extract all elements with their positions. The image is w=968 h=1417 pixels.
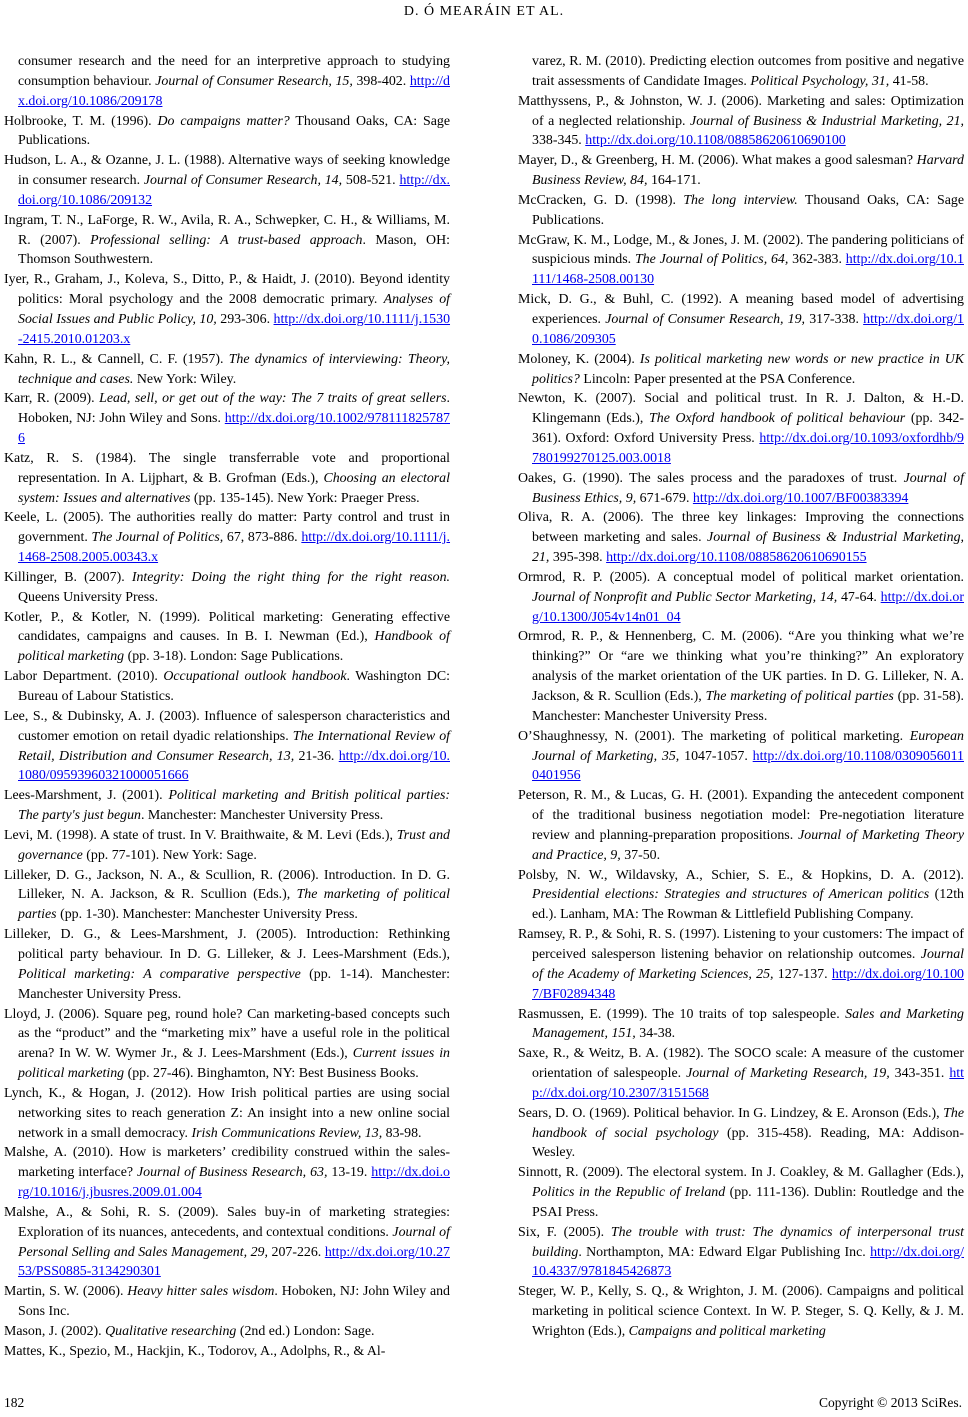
- reference-text: Peterson, R. M., & Lucas, G. H. (2001). Expanding the antecedent component of the traditional business negotiation model: Pre-negotiation literature review and planning-preparation propositions.: [518, 788, 964, 843]
- reference-tail: . Manchester: Manchester University Press.: [140, 808, 384, 824]
- reference-italic: Is political marketing new words or new practice in UK politics?: [532, 351, 965, 387]
- reference-entry: [518, 1223, 964, 1283]
- reference-tail: 343-351.: [889, 1066, 950, 1082]
- reference-italic: Politics in the Republic of Ireland: [532, 1185, 726, 1201]
- reference-text: Labor Department. (2010).: [4, 669, 164, 685]
- reference-tail: 127-137.: [773, 966, 832, 982]
- doi-link[interactable]: http://dx.doi.org/10.1300/J054v14n01_04: [532, 589, 965, 625]
- reference-italic: Occupational outlook handbook: [163, 669, 347, 685]
- reference-entry: [4, 350, 450, 390]
- reference-entry: [4, 1203, 450, 1282]
- reference-italic: Presidential elections: Strategies and structures of American politics: [532, 887, 930, 903]
- reference-entry: [4, 1282, 450, 1322]
- reference-text: Oliva, R. A. (2006). The three key linkages: Improving the connections between marketing and sales.: [518, 510, 964, 546]
- reference-entry: [4, 707, 450, 786]
- reference-entry: [4, 1143, 450, 1203]
- doi-link[interactable]: http://dx.doi.org/10.2307/3151568: [532, 1066, 964, 1101]
- reference-italic: The long interview.: [683, 192, 798, 208]
- reference-entry: [4, 508, 450, 568]
- reference-tail: 67, 873-886.: [223, 530, 302, 546]
- reference-entry: [518, 508, 964, 568]
- reference-tail: 47-64.: [837, 589, 881, 605]
- reference-tail: . Northampton, MA: Edward Elgar Publishing Inc.: [578, 1244, 871, 1260]
- reference-italic: Journal of Marketing Research, 19,: [686, 1066, 890, 1082]
- reference-tail: (pp. 111-136). Dublin: Routledge and the PSAI Press.: [532, 1185, 964, 1220]
- reference-italic: Handbook of political marketing: [18, 629, 450, 665]
- reference-text: Steger, W. P., Kelly, S. Q., & Wrighton, J. M. (2006). Campaigns and political marketing in political science Context. In W. P. Steger, S. Q. Kelly, & J. M. Wrighton (Eds.),: [518, 1284, 964, 1339]
- reference-tail: . Hoboken, NJ: John Wiley and Sons.: [18, 391, 451, 427]
- reference-italic: Professional selling: A trust-based approach: [90, 232, 363, 248]
- reference-text: Malshe, A. (2010). How is marketers’ credibility construed within the sales-marketing interface?: [4, 1145, 450, 1181]
- reference-italic: Journal of Consumer Research, 15,: [155, 73, 353, 89]
- reference-italic: The marketing of political parties: [705, 689, 894, 704]
- doi-link[interactable]: http://dx.doi.org/10.1108/03090560110401956: [532, 748, 964, 784]
- doi-link[interactable]: http://dx.doi.org/10.1016/j.jbusres.2009.01.004: [18, 1165, 450, 1201]
- reference-text: Lee, S., & Dubinsky, A. J. (2003). Influence of salesperson characteristics and customer emotion on retail dyadic relationships.: [4, 708, 450, 744]
- reference-text: Mattes, K., Spezio, M., Hackjin, K., Todorov, A., Adolphs, R., & Al-: [4, 1343, 386, 1359]
- reference-tail: 508-521.: [342, 173, 400, 189]
- reference-entry: [518, 866, 964, 926]
- reference-italic: Journal of the Academy of Marketing Sciences, 25,: [532, 946, 964, 982]
- reference-entry: [518, 52, 964, 92]
- reference-entry: [4, 866, 450, 926]
- reference-text: Lynch, K., & Hogan, J. (2012). How Irish political parties are using social networking sites to reach generation Z: An insight into a new online social network in a small democracy.: [4, 1085, 450, 1141]
- reference-tail: 1047-1057.: [679, 748, 753, 764]
- doi-link[interactable]: http://dx.doi.org/10.1086/209178: [18, 73, 450, 109]
- reference-entry: [518, 1282, 964, 1342]
- reference-tail: 37-50.: [620, 847, 661, 863]
- reference-text: Sears, D. O. (1969). Political behavior. In G. Lindzey, & E. Aronson (Eds.),: [518, 1105, 944, 1121]
- reference-text: Saxe, R., & Weitz, B. A. (1982). The SOCO scale: A measure of the customer orientation of salespeople.: [518, 1046, 964, 1082]
- reference-text: Six, F. (2005).: [518, 1224, 611, 1240]
- reference-tail: 293-306.: [216, 311, 274, 327]
- reference-text: Lloyd, J. (2006). Square peg, round hole? Can marketing-based concepts such as the “product” and the “marketing mix” have a useful role in the political arena? In W. W. Wymer Jr., & J. Lees-Marshment (Eds.),: [4, 1006, 450, 1062]
- reference-tail: 164-171.: [647, 173, 701, 189]
- reference-tail: . Washington DC: Bureau of Labour Statistics.: [18, 669, 450, 704]
- reference-italic: Journal of Consumer Research, 14,: [143, 173, 343, 189]
- reference-italic: The Journal of Politics, 64,: [634, 252, 789, 268]
- reference-italic: European Journal of Marketing, 35,: [532, 728, 964, 764]
- reference-entry: [4, 925, 450, 1004]
- copyright-notice: Copyright © 2013 SciRes.: [818, 1395, 962, 1410]
- reference-tail: Lincoln: Paper presented at the PSA Conference.: [579, 371, 856, 387]
- reference-italic: Lead, sell, or get out of the way: The 7 traits of great sellers: [99, 391, 447, 407]
- reference-italic: Journal of Business Ethics, 9,: [532, 470, 964, 506]
- reference-text: Ormrod, R. P., & Hennenberg, C. M. (2006). “Are you thinking what we’re thinking?” Or “are we thinking what you’re thinking?” An exploratory analysis of the market orientation of the UK parties. In D. G. Lilleker, N. A. Jackson, & R. Scullion (Eds.),: [518, 629, 964, 704]
- reference-entry: [4, 389, 450, 449]
- reference-entry: [518, 786, 964, 865]
- reference-text: Rasmussen, E. (1999). The 10 traits of top salespeople.: [518, 1006, 846, 1022]
- reference-entry: [4, 826, 450, 866]
- reference-text: Polsby, N. W., Wildavsky, A., Schier, S. E., & Hopkins, D. A. (2012).: [518, 867, 964, 883]
- reference-tail: (12th ed.). Lanham, MA: The Rowman & Littlefield Publishing Company.: [532, 887, 964, 923]
- doi-link[interactable]: http://dx.doi.org/10.1007/BF00383394: [692, 490, 909, 506]
- reference-entry: [518, 151, 964, 191]
- reference-italic: The handbook of social psychology: [532, 1105, 964, 1141]
- reference-entry: [518, 1005, 964, 1045]
- reference-italic: Irish Communications Review, 13,: [191, 1125, 383, 1141]
- reference-italic: Do campaigns matter?: [157, 113, 290, 129]
- reference-tail: (pp. 1-14). Manchester: Manchester University Press.: [18, 966, 451, 1002]
- reference-text: McGraw, K. M., Lodge, M., & Jones, J. M. (2002). The pandering politicians of suspicious minds.: [518, 232, 964, 268]
- doi-link[interactable]: http://dx.doi.org/10.1086/209132: [18, 173, 450, 208]
- reference-entry: [518, 191, 964, 231]
- reference-text: Levi, M. (1998). A state of trust. In V. Braithwaite, & M. Levi (Eds.),: [4, 827, 397, 843]
- reference-tail: . Mason, OH: Thomson Southwestern.: [18, 232, 450, 268]
- reference-text: Ormrod, R. P. (2005). A conceptual model of political market orientation.: [518, 569, 964, 585]
- reference-tail: (pp. 135-145). New York: Praeger Press.: [190, 490, 420, 506]
- reference-text: Keele, L. (2005). The authorities really do matter: Party control and trust in government.: [4, 510, 450, 546]
- doi-link[interactable]: http://dx.doi.org/10.1111/1468-2508.00130: [532, 252, 964, 288]
- reference-text: Oakes, G. (1990). The sales process and the paradoxes of trust.: [518, 470, 904, 486]
- reference-text: Ramsey, R. P., & Sohi, R. S. (1997). Listening to your customers: The impact of perceived salesperson listening behavior on relationship outcomes.: [518, 927, 964, 962]
- reference-text: Mick, D. G., & Buhl, C. (1992). A meaning based model of advertising experiences.: [518, 292, 964, 327]
- reference-italic: Integrity: Doing the right thing for the right reason.: [131, 569, 450, 585]
- reference-tail: (pp. 27-46). Binghamton, NY: Best Business Books.: [124, 1066, 419, 1082]
- reference-tail: 21-36.: [294, 748, 339, 764]
- reference-tail: 398-402.: [352, 73, 410, 89]
- reference-text: Lilleker, D. G., & Lees-Marshment, J. (2005). Introduction: Rethinking political party behaviour. In D. G. Lilleker, & J. Lees-Marshment (Eds.),: [4, 927, 450, 962]
- reference-entry: [518, 389, 964, 468]
- reference-text: Katz, R. S. (1984). The single transferrable vote and proportional representation. In A. Lijphart, & B. Grofman (Eds.),: [4, 450, 450, 486]
- right-reference-column: [518, 52, 964, 1342]
- reference-italic: Journal of Business Research, 63,: [136, 1165, 328, 1181]
- reference-italic: Journal of Business & Industrial Marketing, 21,: [532, 530, 965, 566]
- reference-entry: [4, 112, 450, 152]
- reference-italic: Political marketing and British political parties: The party's just begun: [18, 788, 451, 824]
- reference-italic: Campaigns and political marketing: [628, 1324, 826, 1339]
- reference-entry: [518, 925, 964, 1004]
- reference-italic: The Oxford handbook of political behaviour: [649, 411, 906, 427]
- reference-tail: 83-98.: [382, 1125, 422, 1141]
- reference-entry: [518, 469, 964, 509]
- reference-entry: [4, 1084, 450, 1144]
- reference-italic: The trouble with trust: The dynamics of interpersonal trust building: [532, 1224, 965, 1260]
- reference-tail: (pp. 31-58). Manchester: Manchester University Press.: [532, 689, 964, 724]
- reference-entry: [4, 608, 450, 668]
- reference-text: Mason, J. (2002).: [4, 1324, 106, 1339]
- doi-link[interactable]: http://dx.doi.org/10.1108/08858620610690100: [585, 133, 846, 149]
- page-number: 182: [4, 1395, 25, 1410]
- reference-text: Sinnott, R. (2009). The electoral system. In J. Coakley, & M. Gallagher (Eds.),: [518, 1165, 964, 1181]
- reference-entry: [518, 1104, 964, 1164]
- reference-tail: 41-58.: [889, 73, 929, 89]
- reference-tail: 317-338.: [805, 311, 864, 327]
- reference-text: Matthyssens, P., & Johnston, W. J. (2006). Marketing and sales: Optimization of a neglected relationship.: [518, 93, 964, 129]
- doi-link[interactable]: http://dx.doi.org/10.1093/oxfordhb/9780199270125.003.0018: [532, 431, 964, 466]
- reference-tail: New York: Wiley.: [133, 371, 237, 387]
- reference-text: Lees-Marshment, J. (2001).: [4, 788, 169, 804]
- reference-italic: Political Psychology, 31,: [750, 73, 890, 89]
- reference-italic: Qualitative researching: [105, 1324, 237, 1339]
- reference-text: consumer research and the need for an interpretive approach to studying consumption behaviour.: [18, 54, 450, 89]
- reference-italic: Journal of Consumer Research, 19,: [605, 311, 806, 327]
- reference-italic: Trust and governance: [18, 827, 450, 863]
- running-header: D. Ó MEARÁIN ET AL.: [403, 4, 565, 19]
- reference-entry: [518, 727, 964, 787]
- reference-text: Hudson, L. A., & Ozanne, J. L. (1988). Alternative ways of seeking knowledge in consumer research.: [4, 153, 450, 189]
- reference-tail: (pp. 77-101). New York: Sage.: [82, 847, 257, 863]
- reference-tail: (pp. 3-18). London: Sage Publications.: [124, 649, 344, 665]
- reference-entry: [4, 211, 450, 271]
- reference-italic: The Journal of Politics,: [91, 530, 224, 546]
- reference-italic: Choosing an electoral system: Issues and alternatives: [18, 470, 450, 506]
- reference-italic: The dynamics of interviewing: Theory, technique and cases.: [18, 351, 450, 387]
- reference-entry: [4, 52, 450, 112]
- reference-text: Kahn, R. L., & Cannell, C. F. (1957).: [4, 351, 229, 367]
- reference-text: Lilleker, D. G., Jackson, N. A., & Scullion, R. (2006). Introduction. In D. G. Lilleker, N. A. Jackson, & R. Scullion (Eds.),: [4, 867, 450, 903]
- reference-italic: Analyses of Social Issues and Public Policy, 10,: [18, 292, 450, 327]
- doi-link[interactable]: http://dx.doi.org/10.1108/08858620610690155: [606, 550, 867, 566]
- reference-entry: [4, 270, 450, 349]
- reference-tail: (pp. 342-361). Oxford: Oxford University Press.: [532, 411, 964, 447]
- reference-entry: [4, 667, 450, 707]
- reference-entry: [4, 786, 450, 826]
- doi-link[interactable]: http://dx.doi.org/10.1007/BF02894348: [532, 966, 964, 1002]
- reference-tail: 671-679.: [636, 490, 693, 506]
- doi-link[interactable]: http://dx.doi.org/10.1086/209305: [532, 311, 964, 347]
- doi-link[interactable]: http://dx.doi.org/10.1080/09593960321000051666: [18, 748, 450, 784]
- reference-tail: (pp. 1-30). Manchester: Manchester University Press.: [56, 907, 358, 923]
- reference-entry: [4, 449, 450, 509]
- reference-tail: Thousand Oaks, CA: Sage Publications.: [18, 113, 450, 149]
- reference-italic: Political marketing: A comparative perspective: [18, 966, 301, 982]
- reference-entry: [518, 627, 964, 726]
- reference-italic: Journal of Marketing Theory and Practice, 9,: [532, 827, 964, 863]
- reference-italic: Sales and Marketing Management, 151,: [532, 1006, 964, 1042]
- reference-italic: Heavy hitter sales wisdom: [127, 1284, 275, 1300]
- reference-text: Malshe, A., & Sohi, R. S. (2009). Sales buy-in of marketing strategies: Exploration of its nuances, antecedents, and contextual conditions.: [4, 1204, 450, 1240]
- reference-text: Ingram, T. N., LaForge, R. W., Avila, R. A., Schwepker, C. H., & Williams, M. R. (2007).: [4, 212, 450, 248]
- doi-link[interactable]: http://dx.doi.org/10.4337/9781845426873: [532, 1244, 964, 1280]
- reference-entry: [518, 92, 964, 152]
- reference-text: Killinger, B. (2007).: [4, 569, 132, 585]
- reference-tail: 362-383.: [788, 252, 846, 268]
- reference-text: O’Shaughnessy, N. (2001). The marketing of political marketing.: [518, 728, 910, 744]
- doi-link[interactable]: http://dx.doi.org/10.1111/j.1468-2508.2005.00343.x: [18, 530, 451, 566]
- reference-tail: 207-226.: [267, 1244, 325, 1260]
- reference-text: Karr, R. (2009).: [4, 391, 100, 407]
- reference-tail: 13-19.: [327, 1165, 372, 1181]
- reference-italic: The marketing of political parties: [18, 887, 450, 923]
- reference-entry: [518, 1044, 964, 1104]
- reference-tail: 34-38.: [635, 1026, 676, 1042]
- reference-tail: 395-398.: [549, 550, 607, 566]
- reference-italic: Harvard Business Review, 84,: [532, 153, 964, 189]
- reference-text: Martin, S. W. (2006).: [4, 1284, 128, 1300]
- reference-entry: [4, 1342, 450, 1362]
- reference-tail: (2nd ed.) London: Sage.: [236, 1324, 375, 1339]
- reference-italic: Current issues in political marketing: [18, 1046, 451, 1082]
- reference-italic: The International Review of Retail, Distribution and Consumer Research, 13,: [18, 728, 450, 764]
- reference-text: Newton, K. (2007). Social and political trust. In R. J. Dalton, & H.-D. Klingemann (Eds.),: [518, 391, 964, 427]
- reference-text: Kotler, P., & Kotler, N. (1999). Political marketing: Generating effective candidates, campaigns and causes. In B. I. Newman (Ed.),: [4, 609, 450, 645]
- reference-text: Mayer, D., & Greenberg, H. M. (2006). What makes a good salesman?: [518, 153, 917, 169]
- reference-entry: [518, 350, 964, 390]
- reference-text: varez, R. M. (2010). Predicting election outcomes from positive and negative trait assessments of Candidate Images.: [532, 54, 964, 89]
- reference-entry: [4, 1005, 450, 1084]
- reference-entry: [518, 290, 964, 350]
- reference-tail: 338-345.: [532, 133, 586, 149]
- reference-tail: Queens University Press.: [18, 589, 159, 605]
- reference-entry: [4, 568, 450, 608]
- reference-text: Moloney, K. (2004).: [518, 351, 640, 367]
- doi-link[interactable]: http://dx.doi.org/10.1111/j.1530-2415.2010.01203.x: [18, 311, 451, 347]
- reference-text: Holbrooke, T. M. (1996).: [4, 113, 158, 129]
- reference-tail: (pp. 315-458). Reading, MA: Addison-Wesley.: [532, 1125, 964, 1161]
- reference-entry: [4, 1322, 450, 1342]
- reference-entry: [518, 568, 964, 628]
- reference-entry: [4, 151, 450, 211]
- reference-italic: Journal of Personal Selling and Sales Management, 29,: [18, 1224, 450, 1260]
- reference-text: McCracken, G. D. (1998).: [518, 192, 684, 208]
- doi-link[interactable]: http://dx.doi.org/10.1002/9781118257876: [18, 411, 450, 447]
- reference-text: Iyer, R., Graham, J., Koleva, S., Ditto, P., & Haidt, J. (2010). Beyond identity politics: Moral psychology and the 2008 democratic primary.: [4, 272, 450, 308]
- reference-italic: Journal of Business & Industrial Marketing, 21,: [690, 113, 964, 129]
- reference-tail: Thousand Oaks, CA: Sage Publications.: [532, 192, 965, 228]
- doi-link[interactable]: http://dx.doi.org/10.2753/PSS0885-3134290301: [18, 1244, 450, 1280]
- left-reference-column: [4, 52, 450, 1362]
- reference-entry: [518, 231, 964, 291]
- reference-entry: [518, 1163, 964, 1223]
- reference-tail: . Hoboken, NJ: John Wiley and Sons Inc.: [18, 1284, 450, 1320]
- reference-italic: Journal of Nonprofit and Public Sector Marketing, 14,: [532, 589, 838, 605]
